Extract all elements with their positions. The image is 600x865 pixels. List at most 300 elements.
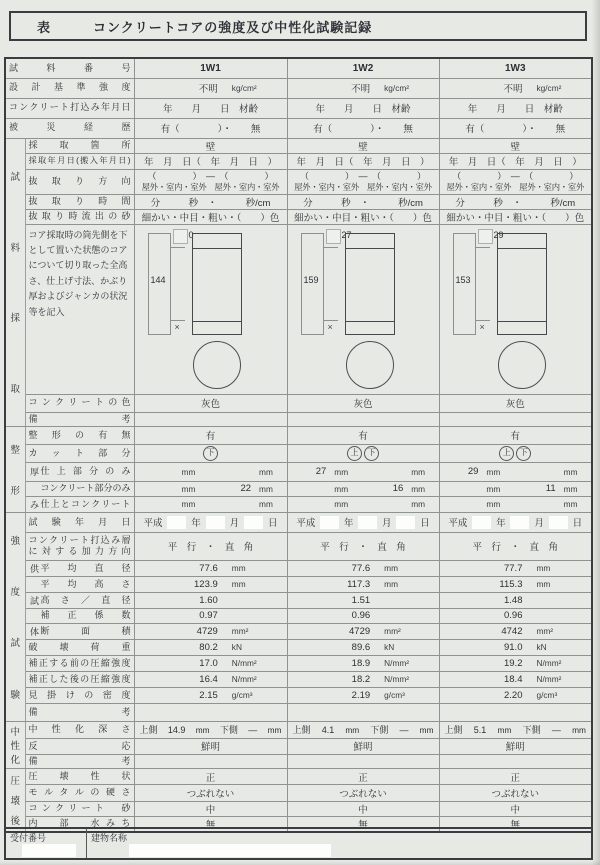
core-sketch-diagram [135, 225, 287, 393]
ruler-height-value: 144 [150, 274, 166, 285]
value-with-unit [440, 595, 592, 606]
circled-char: 下 [516, 446, 531, 461]
cell-text: つぶれない [491, 789, 540, 800]
building-name-blank-box [129, 844, 331, 857]
cell-concrete-sand-1W3 [439, 802, 592, 817]
blank-year-box [320, 516, 339, 529]
cell-core-sketch-1W2 [287, 224, 439, 394]
core-elevation-rect [345, 233, 395, 335]
table-row-thickness-concrete-only [5, 481, 592, 496]
cell-mortar-hardness-1W2 [287, 785, 439, 802]
row-label-loading-direction [25, 532, 134, 560]
year-label: 年 [343, 518, 354, 530]
table-row-avg-height [5, 576, 592, 592]
row-label-concrete-sand [25, 802, 134, 817]
label-flex [29, 498, 131, 511]
row-label-test-date [25, 512, 134, 532]
label-flex [29, 465, 131, 478]
table-row-remarks-sampling [5, 412, 592, 426]
cell-unit-2: mm [411, 483, 426, 494]
cell-text: 正 [205, 772, 216, 784]
cell-compressive-strength-before-1W3 [439, 655, 592, 671]
cell-text: 無 [358, 820, 368, 831]
row-label-text: 試験年月日 [28, 516, 131, 527]
table-row-mortar-hardness [5, 785, 592, 802]
cell-unit: mm² [231, 626, 249, 637]
core-plan-circle [346, 341, 394, 389]
row-label-avg-height [25, 576, 134, 592]
cell-text: 平 行 ・ 直 角 [167, 542, 254, 554]
cell-apparent-density-1W1 [134, 687, 287, 703]
row-label-crushing-behavior [25, 769, 134, 785]
cell-text: 分 秒 ・ 秒/cm [455, 197, 576, 209]
table-row-avg-diameter [5, 560, 592, 576]
cell-unit-1: mm [334, 466, 349, 477]
row-label-text: 被災経歴 [9, 122, 131, 133]
section-group-chars [6, 429, 25, 510]
row-label-text2: に対する加力方向 [28, 546, 131, 557]
cell-height-diameter-ratio-1W3 [439, 592, 592, 608]
cell-text: 年 月 日（ 年 月 日 ） [144, 157, 278, 168]
page-title: コンクリートコアの強度及び中性化試験記録 [93, 19, 373, 35]
day-label: 日 [572, 518, 583, 530]
cell-unit: mm² [384, 626, 401, 637]
cell-shaping-presence-1W1 [134, 426, 287, 444]
cell-value: 1.60 [199, 594, 218, 606]
row-label-thickness-concrete-only [25, 481, 134, 496]
cell-value: 1.51 [351, 594, 371, 606]
cell-extraction-time-1W3 [439, 194, 592, 209]
cell-value: 80.2 [199, 641, 218, 653]
cell-value: 2.20 [503, 689, 523, 701]
row-label-text: 整形の有無 [28, 429, 131, 440]
cell-value: 0.96 [351, 610, 371, 622]
cell-text: 壁 [205, 141, 216, 153]
cell-avg-height-1W2 [287, 576, 439, 592]
value-with-unit [288, 610, 439, 621]
table-row-shaping-presence [5, 426, 592, 444]
receipt-number-blank-box [22, 844, 76, 857]
cell-apparent-density-1W2 [287, 687, 439, 703]
cell-value: 89.6 [351, 641, 371, 653]
top-tick-line [170, 247, 185, 248]
value-with-unit [440, 658, 592, 669]
cell-crushing-behavior-1W3 [439, 769, 592, 785]
value-with-unit [288, 642, 439, 653]
row-label-text: コンクリート打込み層 [28, 535, 131, 545]
group-char: 取 [10, 383, 20, 395]
cell-value-1: 27 [315, 466, 327, 478]
cell-value: 不明 [351, 84, 371, 95]
row-label-text: 試料番号 [9, 62, 131, 73]
blank-month-box [206, 516, 225, 529]
table-row-height-diameter-ratio [5, 592, 592, 608]
row-label-sampling-location [25, 138, 134, 153]
cell-value: 77.6 [351, 562, 371, 574]
blank-small-box [173, 229, 188, 244]
mm-pair [288, 499, 439, 509]
group-char: 化 [10, 755, 20, 767]
cell-remarks-neutralization-1W1 [134, 754, 287, 768]
core-sketch-diagram [440, 225, 592, 393]
cell-sand-outflow-1W2 [287, 209, 439, 224]
row-label-text: 備考 [28, 755, 131, 766]
value-with-unit [135, 610, 287, 621]
row-label-text: 仕上部分のみ [40, 466, 131, 477]
cell-unit: mm [231, 563, 246, 574]
lower-value: ― [248, 724, 258, 735]
cell-unit: g/cm³ [384, 690, 405, 701]
cell-text: 有（ ）・ 無 [313, 124, 413, 135]
upper-value: 5.1 [473, 724, 487, 735]
cell-unit-2: mm [259, 466, 273, 477]
cell-text: 鮮明 [505, 742, 525, 754]
group-char: 形 [10, 485, 20, 497]
value-with-unit [288, 81, 439, 95]
cell-text: 分 秒 ・ 秒/cm [303, 197, 423, 209]
cell-concrete-sand-1W1 [134, 802, 287, 817]
cell-text: 壁 [510, 141, 521, 153]
value-with-unit [440, 610, 592, 621]
table-row-thickness-finish-only [5, 462, 592, 481]
cell-value: 1W2 [352, 62, 374, 74]
value-with-unit [135, 690, 287, 701]
cell-test-date-1W1 [134, 512, 287, 532]
section-group-chars [6, 723, 25, 766]
cell-sand-outflow-1W3 [439, 209, 592, 224]
row-label-text: 抜取り時流出の砂 [28, 210, 131, 221]
cell-value: 4729 [349, 625, 371, 637]
group-char: 採 [10, 313, 20, 325]
row-label-core-sketch [25, 224, 134, 394]
cell-unit: g/cm³ [231, 690, 253, 701]
value-with-unit [135, 674, 287, 685]
cell-text: 灰色 [505, 399, 525, 410]
cell-text: 中 [205, 805, 216, 816]
cell-thickness-finish-concrete-1W2 [287, 496, 439, 512]
table-row-concrete-sand [5, 802, 592, 817]
table-row-apparent-density [5, 687, 592, 703]
cell-reaction-1W1 [134, 738, 287, 754]
row-label-text: 平均高さ [40, 578, 131, 589]
row-label-text: 断面積 [40, 625, 131, 636]
cell-extraction-direction-1W3 [439, 169, 592, 194]
building-name-cell [87, 829, 591, 858]
row-label-sampling-date [25, 153, 134, 169]
sub-group-char: 厚 [29, 467, 39, 478]
label-flex [29, 610, 131, 621]
core-sketch-diagram [288, 225, 439, 393]
cell-cut-part-1W3 [439, 444, 592, 462]
table-row-extraction-time [5, 194, 592, 209]
row-label-failure-load [25, 639, 134, 655]
sub-group-char: 供 [29, 563, 39, 574]
test-date-entry [135, 515, 287, 529]
row-label-remarks-sampling [25, 412, 134, 426]
row-label-compressive-strength-after [25, 671, 134, 687]
lower-value: ― [551, 724, 561, 735]
cell-crushing-behavior-1W1 [134, 769, 287, 785]
cell-extraction-direction-1W2 [287, 169, 439, 194]
cell-value: 18.2 [351, 673, 371, 685]
cell-text: 細かい・中目・粗い・（ ）色 [141, 212, 280, 224]
mm-pair [440, 499, 592, 509]
cell-extraction-direction-1W1 [134, 169, 287, 194]
cell-text: 有 [510, 431, 521, 443]
mm-pair [288, 483, 439, 494]
cell-specimen-number-1W1 [134, 58, 287, 78]
cell-failure-load-1W3 [439, 639, 592, 655]
upper-value: 14.9 [167, 724, 186, 735]
group-char: 験 [10, 689, 20, 701]
row-label-text: 中性化深さ [28, 724, 131, 735]
cell-specimen-number-1W2 [287, 58, 439, 78]
cell-unit-1: mm [334, 499, 349, 510]
test-date-entry [440, 515, 592, 529]
cell-text: 壁 [358, 141, 368, 153]
ruler-height-value: 153 [455, 274, 471, 285]
blank-day-box [549, 516, 568, 529]
core-top-line [193, 248, 241, 249]
cell-value: 0.96 [503, 610, 523, 622]
cell-value: 18.4 [503, 673, 523, 685]
cell-value: 117.3 [347, 578, 371, 590]
label-flex [29, 594, 131, 607]
core-top-line [498, 248, 546, 249]
row-label-correction-factor [25, 608, 134, 623]
row-label-text: コア採取時の筒先側を下として置いた状態のコアについて切り取った全高さ、仕上げ寸法、かぶり厚およびジャンカの状況等を記入 [28, 229, 128, 317]
cell-unit: kN [536, 642, 547, 653]
value-with-unit [288, 658, 439, 669]
value-with-unit [440, 626, 592, 637]
row-label-placing-date [5, 98, 134, 118]
month-label: 月 [534, 518, 544, 530]
cell-height-diameter-ratio-1W1 [134, 592, 287, 608]
section-group-chars [6, 514, 25, 719]
month-label: 月 [229, 518, 240, 530]
core-plan-circle [498, 341, 546, 389]
cell-value-2: 22 [240, 483, 252, 495]
cell-disaster-history-1W1 [134, 118, 287, 138]
cell-unit: N/mm² [536, 674, 562, 685]
ruler-height-value: 159 [303, 274, 319, 285]
day-label: 日 [420, 518, 430, 530]
cell-remarks-sampling-1W2 [287, 412, 439, 426]
row-label-remarks-strength [25, 703, 134, 721]
row-label-text: 抜取り方向 [28, 175, 131, 186]
mm-pair [135, 483, 287, 494]
row-label-text: モルタルの硬さ [28, 787, 131, 798]
table-row-compressive-strength-after [5, 671, 592, 687]
cell-unit-2: mm [411, 466, 426, 477]
table-row-sampling-date [5, 153, 592, 169]
cell-text: 細かい・中目・粗い・（ ）色 [294, 212, 432, 224]
cell-text: 年 月 日（ 年 月 日 ） [296, 157, 430, 168]
label-flex [29, 579, 131, 590]
day-label: 日 [268, 518, 278, 530]
row-label-text: 採取箇所 [28, 139, 131, 150]
value-with-unit [135, 563, 287, 574]
era-label: 平成 [296, 518, 316, 530]
cell-shaping-presence-1W2 [287, 426, 439, 444]
cell-remarks-strength-1W2 [287, 703, 439, 721]
value-with-unit [440, 579, 592, 590]
cell-value-2: 16 [392, 483, 404, 495]
cell-compressive-strength-after-1W1 [134, 671, 287, 687]
direction-options-line: 屋外・室内・室外 屋外・室内・室外 [446, 182, 585, 193]
table-row-failure-load [5, 639, 592, 655]
row-label-thickness-finish-concrete [25, 496, 134, 512]
group-char: 度 [10, 587, 20, 599]
table-row-remarks-neutralization [5, 754, 592, 768]
cell-value: 不明 [503, 84, 523, 95]
top-offset-value: 27 [341, 229, 352, 240]
table-row-cut-part [5, 444, 592, 462]
value-with-unit [135, 658, 287, 669]
cell-reaction-1W2 [287, 738, 439, 754]
cell-text: 平 行 ・ 直 角 [472, 542, 559, 554]
cell-sampling-date-1W2 [287, 153, 439, 169]
cell-value: 77.6 [199, 562, 218, 574]
cell-unit-1: mm [181, 466, 196, 477]
cell-neutralization-depth-1W3 [439, 721, 592, 738]
value-with-unit [440, 674, 592, 685]
table-row-extraction-direction [5, 169, 592, 194]
cell-text: 灰色 [353, 399, 373, 410]
circled-char: 上 [347, 446, 362, 461]
cell-avg-height-1W3 [439, 576, 592, 592]
cell-text: 有（ ）・ 無 [465, 124, 566, 135]
cell-reaction-1W3 [439, 738, 592, 754]
cell-text: 灰色 [201, 399, 221, 410]
cell-design-strength-1W1 [134, 78, 287, 98]
upper-unit: mm [195, 724, 210, 735]
neutralization-depth-entry [135, 723, 287, 736]
row-label-text: 仕上とコンクリート [40, 498, 131, 509]
circled-char: 下 [364, 446, 379, 461]
cell-neutralization-depth-1W1 [134, 721, 287, 738]
cell-text: 中 [510, 805, 521, 816]
section-group-shaping-presence [5, 426, 25, 512]
upper-label: 上側 [444, 725, 463, 736]
cell-avg-height-1W1 [134, 576, 287, 592]
section-group-sampling-location [5, 138, 25, 426]
cell-unit: kN [384, 642, 395, 653]
group-char: 整 [10, 445, 20, 456]
cell-unit-2: mm [563, 466, 578, 477]
cell-failure-load-1W2 [287, 639, 439, 655]
blank-small-box [478, 229, 493, 244]
year-label: 年 [496, 518, 506, 530]
lower-value: ― [399, 724, 409, 735]
cell-value: 2.19 [351, 689, 371, 701]
cell-text: 年 月 日 材齢 [315, 104, 411, 115]
table-row-core-sketch [5, 224, 592, 394]
mm-pair [135, 467, 287, 477]
cell-unit: kN [231, 642, 242, 653]
cell-avg-diameter-1W1 [134, 560, 287, 576]
table-row-sand-outflow [5, 209, 592, 224]
cell-unit: mm [536, 579, 551, 590]
core-bottom-line [346, 321, 394, 322]
row-label-text: 採取年月日(搬入年月日) [28, 155, 131, 165]
cell-cross-section-area-1W2 [287, 623, 439, 639]
mm-pair [440, 466, 592, 477]
row-label-text: 補正係数 [40, 610, 131, 621]
cell-unit: mm [231, 579, 246, 590]
cell-unit-2: mm [259, 499, 273, 510]
group-char: 性 [10, 740, 20, 752]
upper-label: 上側 [139, 725, 158, 736]
direction-parens-line: （ ） ― （ ） [452, 170, 579, 181]
table-row-specimen-number [5, 58, 592, 78]
bottom-tick-line [170, 320, 185, 321]
value-with-unit [288, 674, 439, 685]
group-char: 料 [10, 242, 20, 254]
row-label-design-strength [5, 78, 134, 98]
era-label: 平成 [143, 518, 163, 530]
core-bottom-line [498, 321, 546, 322]
value-with-unit [288, 579, 439, 590]
upper-unit: mm [497, 724, 512, 735]
row-label-concrete-color [25, 394, 134, 412]
row-label-text: コンクリート 砂 [28, 803, 131, 814]
cell-loading-direction-1W3 [439, 532, 592, 560]
receipt-number-label: 受付番号 [10, 833, 47, 843]
cell-concrete-color-1W3 [439, 394, 592, 412]
cell-text: つぶれない [339, 789, 387, 800]
value-with-unit [135, 626, 287, 637]
table-row-neutralization-depth [5, 721, 592, 738]
cell-text: 分 秒 ・ 秒/cm [150, 197, 271, 209]
cell-cross-section-area-1W3 [439, 623, 592, 639]
core-bottom-line [193, 321, 241, 322]
sub-group-char: み [29, 499, 39, 510]
cell-cut-part-1W1 [134, 444, 287, 462]
sub-group-char: 体 [29, 626, 39, 637]
row-label-text: コンクリートの色 [28, 397, 131, 408]
cell-sand-outflow-1W1 [134, 209, 287, 224]
table-row-remarks-strength [5, 703, 592, 721]
table-row-correction-factor [5, 608, 592, 623]
row-label-text: 高さ／直径 [40, 594, 131, 605]
row-label-text: 設計基準強度 [9, 82, 131, 93]
cell-text: 正 [510, 772, 521, 784]
cell-extraction-time-1W2 [287, 194, 439, 209]
row-label-text: 圧壊性状 [28, 770, 131, 781]
cell-apparent-density-1W3 [439, 687, 592, 703]
cell-sampling-location-1W2 [287, 138, 439, 153]
row-label-text: コンクリート打込み年月日 [9, 102, 131, 113]
section-group-chars [6, 141, 25, 423]
month-label: 月 [382, 518, 392, 530]
row-label-text: 内 部 水みち [28, 818, 131, 829]
direction-parens-line: （ ） ― （ ） [147, 170, 274, 181]
cell-compressive-strength-after-1W2 [287, 671, 439, 687]
x-mark: × [479, 321, 485, 332]
row-label-cross-section-area [25, 623, 134, 639]
row-label-disaster-history [5, 118, 134, 138]
row-label-reaction [25, 738, 134, 754]
cell-unit-1: mm [486, 466, 501, 477]
test-date-entry [288, 515, 439, 529]
cell-compressive-strength-after-1W3 [439, 671, 592, 687]
cell-unit-2: mm [563, 483, 578, 494]
neutralization-depth-entry [440, 723, 592, 736]
cell-correction-factor-1W3 [439, 608, 592, 623]
cell-unit: mm [384, 563, 398, 574]
cell-sampling-date-1W3 [439, 153, 592, 169]
